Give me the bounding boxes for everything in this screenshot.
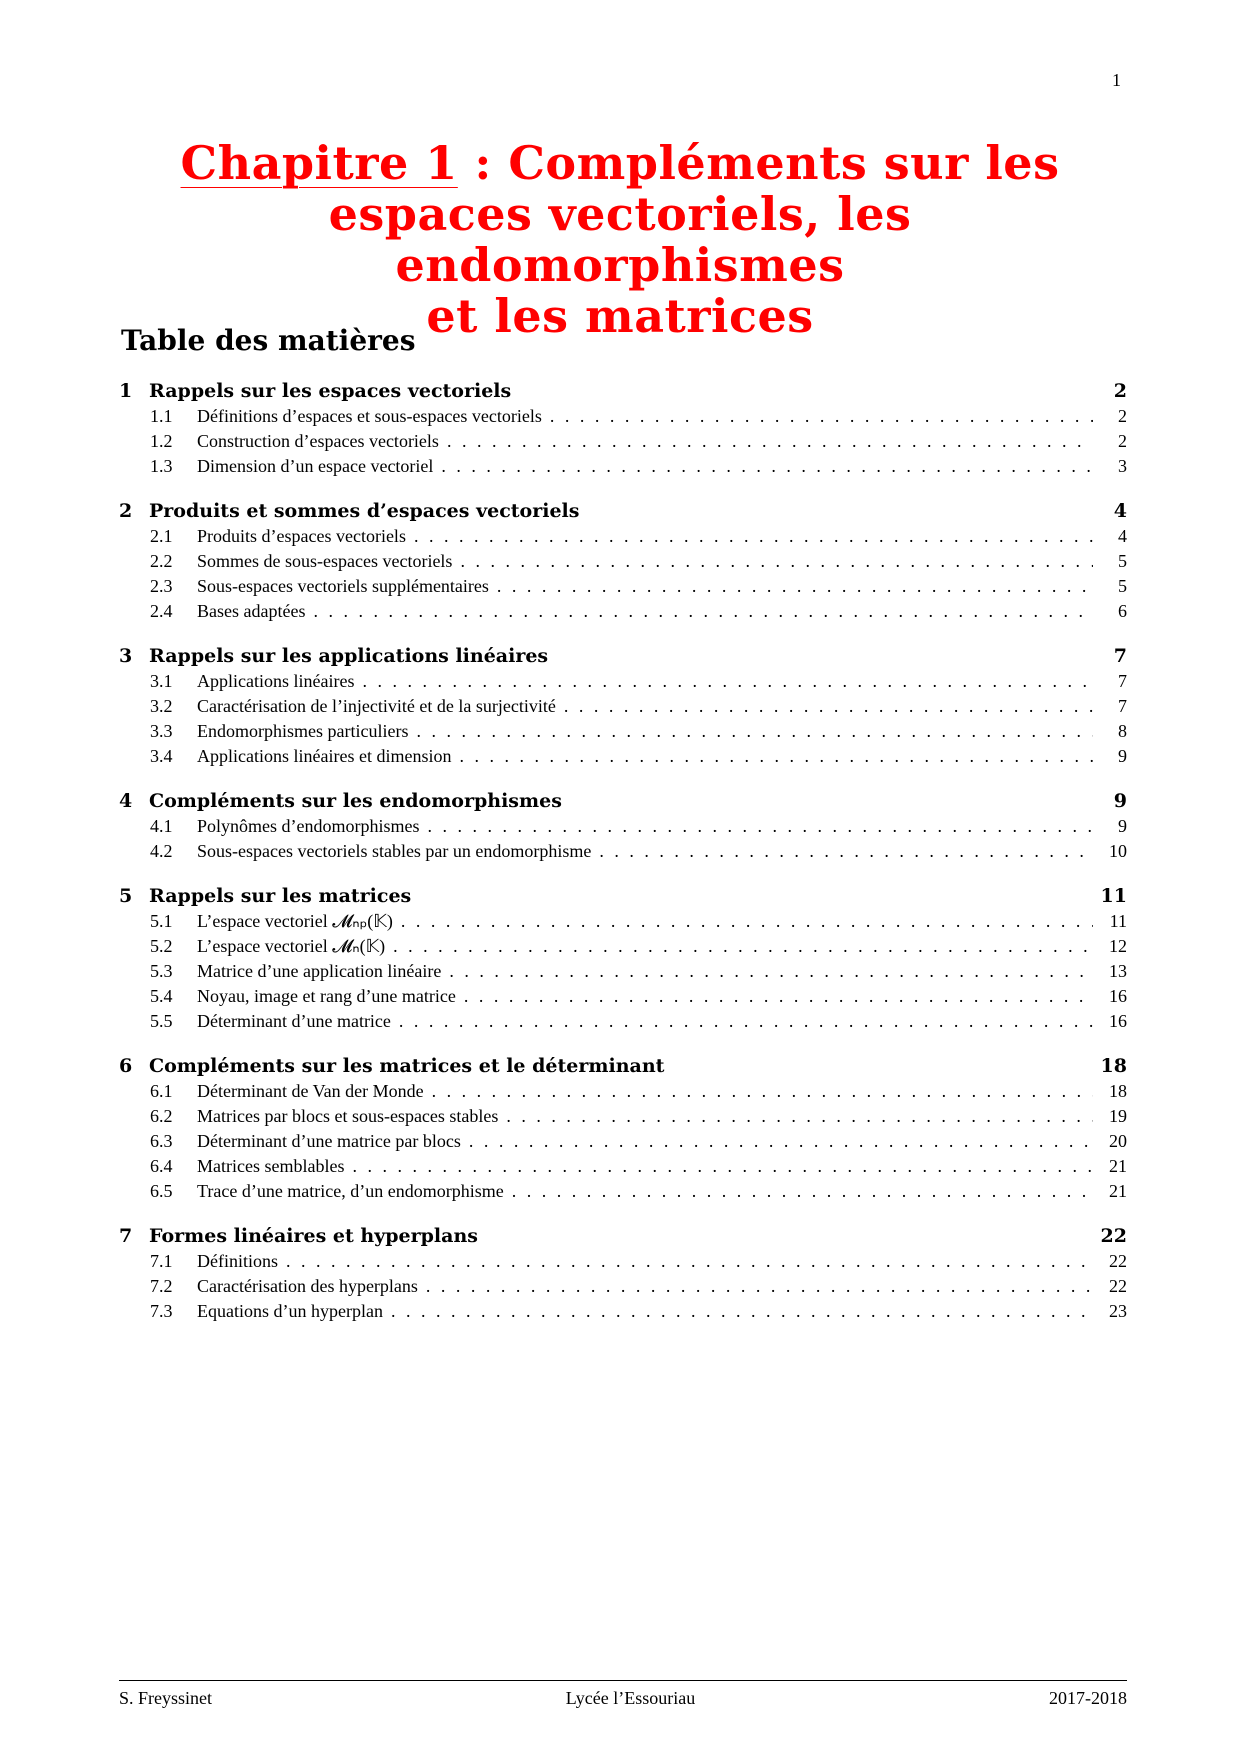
toc-subsection-entry[interactable] bbox=[119, 1154, 1127, 1179]
toc-subsection-title: Bases adaptées bbox=[197, 601, 306, 621]
toc-subsection-number: 5.3 bbox=[150, 961, 173, 981]
toc-section-title: Produits et sommes d’espaces vectoriels bbox=[149, 500, 580, 522]
toc-subsection-number: 2.1 bbox=[150, 526, 173, 546]
toc-subsection-entry[interactable] bbox=[119, 454, 1127, 479]
toc-subsection-title: Matrice d’une application linéaire bbox=[197, 961, 442, 981]
toc-subsection-page: 2 bbox=[1118, 431, 1127, 451]
toc-subsection-title: Equations d’un hyperplan bbox=[197, 1301, 383, 1321]
toc-subsection-title: Définitions bbox=[197, 1251, 278, 1271]
toc-leader-dots bbox=[432, 1079, 1093, 1104]
toc-subsection-title: Endomorphismes particuliers bbox=[197, 721, 409, 741]
toc-leader-dots bbox=[286, 1249, 1093, 1274]
toc-subsection-entry[interactable] bbox=[119, 839, 1127, 864]
toc-leader-dots bbox=[459, 744, 1093, 769]
toc-subsection-page: 20 bbox=[1109, 1131, 1127, 1151]
toc-subsection-entry[interactable] bbox=[119, 959, 1127, 984]
toc-section-number: 7 bbox=[119, 1225, 133, 1247]
toc-subsection-number: 7.1 bbox=[150, 1251, 173, 1271]
toc-leader-dots bbox=[460, 549, 1093, 574]
toc-subsection-page: 2 bbox=[1118, 406, 1127, 426]
toc-section-entry[interactable] bbox=[119, 1224, 1127, 1249]
toc-subsection-page: 22 bbox=[1109, 1276, 1127, 1296]
toc-subsection-page: 5 bbox=[1118, 551, 1127, 571]
toc-subsection-title: Applications linéaires et dimension bbox=[197, 746, 452, 766]
toc-subsection-title: Matrices par blocs et sous-espaces stables bbox=[197, 1106, 499, 1126]
toc-heading: Table des matières bbox=[121, 324, 416, 357]
toc-subsection-entry[interactable] bbox=[119, 429, 1127, 454]
toc-subsection-entry[interactable] bbox=[119, 1249, 1127, 1274]
toc-subsection-page: 19 bbox=[1109, 1106, 1127, 1126]
title-line-1-rest: : Compléments sur les bbox=[457, 136, 1060, 190]
toc-section-number: 3 bbox=[119, 645, 133, 667]
footer-school: Lycée l’Essouriau bbox=[565, 1688, 696, 1708]
toc-subsection-title: Déterminant d’une matrice par blocs bbox=[197, 1131, 461, 1151]
toc-subsection-number: 2.4 bbox=[150, 601, 173, 621]
toc-subsection-number: 6.3 bbox=[150, 1131, 173, 1151]
toc-subsection-number: 4.2 bbox=[150, 841, 173, 861]
toc-subsection-number: 2.2 bbox=[150, 551, 173, 571]
toc-subsection-number: 5.1 bbox=[150, 911, 173, 931]
footer-rule bbox=[119, 1680, 1127, 1681]
toc-section-number: 6 bbox=[119, 1055, 133, 1077]
toc-section-page: 4 bbox=[1113, 500, 1127, 522]
toc-subsection-entry[interactable] bbox=[119, 1104, 1127, 1129]
toc-leader-dots bbox=[391, 1299, 1093, 1324]
toc-subsection-number: 1.1 bbox=[150, 406, 173, 426]
toc-subsection-page: 12 bbox=[1109, 936, 1127, 956]
toc-leader-dots bbox=[401, 909, 1093, 934]
toc-section-block bbox=[119, 644, 1127, 769]
toc-subsection-entry[interactable] bbox=[119, 669, 1127, 694]
toc-subsection-page: 6 bbox=[1118, 601, 1127, 621]
toc-subsection-entry[interactable] bbox=[119, 549, 1127, 574]
toc-leader-dots bbox=[464, 984, 1093, 1009]
toc-section-block bbox=[119, 789, 1127, 864]
chapter-title bbox=[100, 138, 1140, 342]
toc-subsection-page: 16 bbox=[1109, 1011, 1127, 1031]
toc-subsection-title: Déterminant de Van der Monde bbox=[197, 1081, 424, 1101]
toc-section-page: 2 bbox=[1113, 380, 1127, 402]
toc-section-entry[interactable] bbox=[119, 884, 1127, 909]
toc-section-page: 7 bbox=[1113, 645, 1127, 667]
toc-subsection-number: 5.5 bbox=[150, 1011, 173, 1031]
toc-subsection-entry[interactable] bbox=[119, 984, 1127, 1009]
toc-leader-dots bbox=[447, 429, 1093, 454]
toc-leader-dots bbox=[506, 1104, 1093, 1129]
footer bbox=[119, 1688, 1127, 1709]
toc-subsection-page: 21 bbox=[1109, 1156, 1127, 1176]
toc-subsection-title: L’espace vectoriel 𝓜ₙ(𝕂) bbox=[197, 936, 386, 956]
toc-leader-dots bbox=[416, 719, 1093, 744]
toc-section-number: 4 bbox=[119, 790, 133, 812]
toc-section-entry[interactable] bbox=[119, 379, 1127, 404]
toc-subsection-entry[interactable] bbox=[119, 719, 1127, 744]
toc-section-block bbox=[119, 1224, 1127, 1324]
toc-leader-dots bbox=[313, 599, 1093, 624]
toc-section-entry[interactable] bbox=[119, 789, 1127, 814]
chapter-link[interactable]: Chapitre 1 bbox=[180, 136, 458, 190]
toc-subsection-number: 1.3 bbox=[150, 456, 173, 476]
toc-section-title: Compléments sur les endomorphismes bbox=[149, 790, 562, 812]
toc-subsection-title: Produits d’espaces vectoriels bbox=[197, 526, 406, 546]
toc-subsection-page: 13 bbox=[1109, 961, 1127, 981]
toc-subsection-title: Déterminant d’une matrice bbox=[197, 1011, 391, 1031]
toc-section-title: Rappels sur les applications linéaires bbox=[149, 645, 549, 667]
toc-subsection-number: 3.4 bbox=[150, 746, 173, 766]
toc-section-number: 5 bbox=[119, 885, 133, 907]
toc-subsection-title: Sous-espaces vectoriels supplémentaires bbox=[197, 576, 489, 596]
toc-section-block bbox=[119, 499, 1127, 624]
toc-subsection-number: 3.3 bbox=[150, 721, 173, 741]
toc-subsection-title: Caractérisation de l’injectivité et de la surjectivité bbox=[197, 696, 556, 716]
toc-leader-dots bbox=[449, 959, 1093, 984]
toc-leader-dots bbox=[393, 934, 1093, 959]
toc-leader-dots bbox=[550, 404, 1093, 429]
toc-subsection-title: Dimension d’un espace vectoriel bbox=[197, 456, 434, 476]
page-number: 1 bbox=[1112, 70, 1121, 90]
toc-subsection-page: 4 bbox=[1118, 526, 1127, 546]
toc-subsection-entry[interactable] bbox=[119, 404, 1127, 429]
toc-subsection-page: 9 bbox=[1118, 746, 1127, 766]
toc-subsection-entry[interactable] bbox=[119, 1009, 1127, 1034]
footer-author: S. Freyssinet bbox=[119, 1688, 213, 1708]
toc-subsection-title: Sous-espaces vectoriels stables par un endomorphisme bbox=[197, 841, 592, 861]
toc-subsection-entry[interactable] bbox=[119, 1299, 1127, 1324]
toc-subsection-page: 11 bbox=[1109, 911, 1127, 931]
toc-subsection-page: 21 bbox=[1109, 1181, 1127, 1201]
toc-leader-dots bbox=[599, 839, 1093, 864]
toc-subsection-number: 7.3 bbox=[150, 1301, 173, 1321]
toc-section-entry[interactable] bbox=[119, 499, 1127, 524]
toc-section-title: Rappels sur les matrices bbox=[149, 885, 412, 907]
toc-section-page: 9 bbox=[1113, 790, 1127, 812]
toc-subsection-entry[interactable] bbox=[119, 1274, 1127, 1299]
toc-section-block bbox=[119, 1054, 1127, 1204]
toc-subsection-page: 18 bbox=[1109, 1081, 1127, 1101]
toc-leader-dots bbox=[426, 1274, 1093, 1299]
toc-subsection-entry[interactable] bbox=[119, 909, 1127, 934]
toc-subsection-title: Matrices semblables bbox=[197, 1156, 345, 1176]
title-line-3: et les matrices bbox=[426, 289, 814, 343]
toc-subsection-number: 6.4 bbox=[150, 1156, 173, 1176]
toc-subsection-number: 3.1 bbox=[150, 671, 173, 691]
toc-subsection-title: Définitions d’espaces et sous-espaces vectoriels bbox=[197, 406, 542, 426]
toc-subsection-number: 5.4 bbox=[150, 986, 173, 1006]
toc-section-title: Rappels sur les espaces vectoriels bbox=[149, 380, 512, 402]
toc-subsection-number: 6.1 bbox=[150, 1081, 173, 1101]
toc-subsection-number: 1.2 bbox=[150, 431, 173, 451]
toc-section-title: Compléments sur les matrices et le déterminant bbox=[149, 1055, 665, 1077]
toc-section-number: 1 bbox=[119, 380, 133, 402]
toc-subsection-number: 6.5 bbox=[150, 1181, 173, 1201]
toc-section-title: Formes linéaires et hyperplans bbox=[149, 1225, 478, 1247]
toc-leader-dots bbox=[564, 694, 1093, 719]
table-of-contents bbox=[119, 379, 1127, 1344]
toc-section-entry[interactable] bbox=[119, 1054, 1127, 1079]
toc-section-block bbox=[119, 379, 1127, 479]
toc-section-page: 18 bbox=[1100, 1055, 1127, 1077]
toc-subsection-entry[interactable] bbox=[119, 599, 1127, 624]
toc-subsection-page: 22 bbox=[1109, 1251, 1127, 1271]
toc-leader-dots bbox=[428, 814, 1094, 839]
title-line-2: espaces vectoriels, les endomorphismes bbox=[328, 187, 912, 292]
toc-subsection-entry[interactable] bbox=[119, 694, 1127, 719]
toc-subsection-page: 16 bbox=[1109, 986, 1127, 1006]
toc-subsection-page: 23 bbox=[1109, 1301, 1127, 1321]
toc-subsection-page: 9 bbox=[1118, 816, 1127, 836]
toc-subsection-entry[interactable] bbox=[119, 814, 1127, 839]
toc-leader-dots bbox=[469, 1129, 1093, 1154]
toc-subsection-entry[interactable] bbox=[119, 574, 1127, 599]
toc-section-page: 11 bbox=[1100, 885, 1127, 907]
toc-subsection-entry[interactable] bbox=[119, 1179, 1127, 1204]
toc-subsection-number: 4.1 bbox=[150, 816, 173, 836]
toc-subsection-number: 2.3 bbox=[150, 576, 173, 596]
toc-subsection-number: 6.2 bbox=[150, 1106, 173, 1126]
toc-leader-dots bbox=[362, 669, 1093, 694]
toc-section-block bbox=[119, 884, 1127, 1034]
toc-subsection-number: 7.2 bbox=[150, 1276, 173, 1296]
toc-subsection-entry[interactable] bbox=[119, 1129, 1127, 1154]
toc-subsection-entry[interactable] bbox=[119, 934, 1127, 959]
toc-subsection-title: Polynômes d’endomorphismes bbox=[197, 816, 420, 836]
toc-subsection-entry[interactable] bbox=[119, 1079, 1127, 1104]
toc-leader-dots bbox=[414, 524, 1093, 549]
toc-subsection-number: 5.2 bbox=[150, 936, 173, 956]
toc-leader-dots bbox=[512, 1179, 1093, 1204]
toc-subsection-title: Noyau, image et rang d’une matrice bbox=[197, 986, 456, 1006]
toc-subsection-title: L’espace vectoriel 𝓜ₙₚ(𝕂) bbox=[197, 911, 393, 931]
toc-leader-dots bbox=[399, 1009, 1093, 1034]
toc-section-entry[interactable] bbox=[119, 644, 1127, 669]
toc-leader-dots bbox=[497, 574, 1093, 599]
footer-year: 2017-2018 bbox=[1048, 1688, 1127, 1708]
toc-subsection-title: Trace d’une matrice, d’un endomorphisme bbox=[197, 1181, 504, 1201]
toc-subsection-page: 7 bbox=[1118, 671, 1127, 691]
toc-subsection-title: Construction d’espaces vectoriels bbox=[197, 431, 439, 451]
toc-subsection-title: Caractérisation des hyperplans bbox=[197, 1276, 418, 1296]
toc-subsection-page: 5 bbox=[1118, 576, 1127, 596]
toc-subsection-title: Sommes de sous-espaces vectoriels bbox=[197, 551, 453, 571]
toc-subsection-entry[interactable] bbox=[119, 744, 1127, 769]
toc-leader-dots bbox=[352, 1154, 1093, 1179]
toc-subsection-entry[interactable] bbox=[119, 524, 1127, 549]
toc-subsection-page: 3 bbox=[1118, 456, 1127, 476]
toc-subsection-page: 10 bbox=[1109, 841, 1127, 861]
toc-subsection-number: 3.2 bbox=[150, 696, 173, 716]
toc-subsection-page: 7 bbox=[1118, 696, 1127, 716]
toc-subsection-page: 8 bbox=[1118, 721, 1127, 741]
toc-leader-dots bbox=[441, 454, 1093, 479]
toc-subsection-title: Applications linéaires bbox=[197, 671, 355, 691]
toc-section-page: 22 bbox=[1100, 1225, 1127, 1247]
toc-section-number: 2 bbox=[119, 500, 133, 522]
